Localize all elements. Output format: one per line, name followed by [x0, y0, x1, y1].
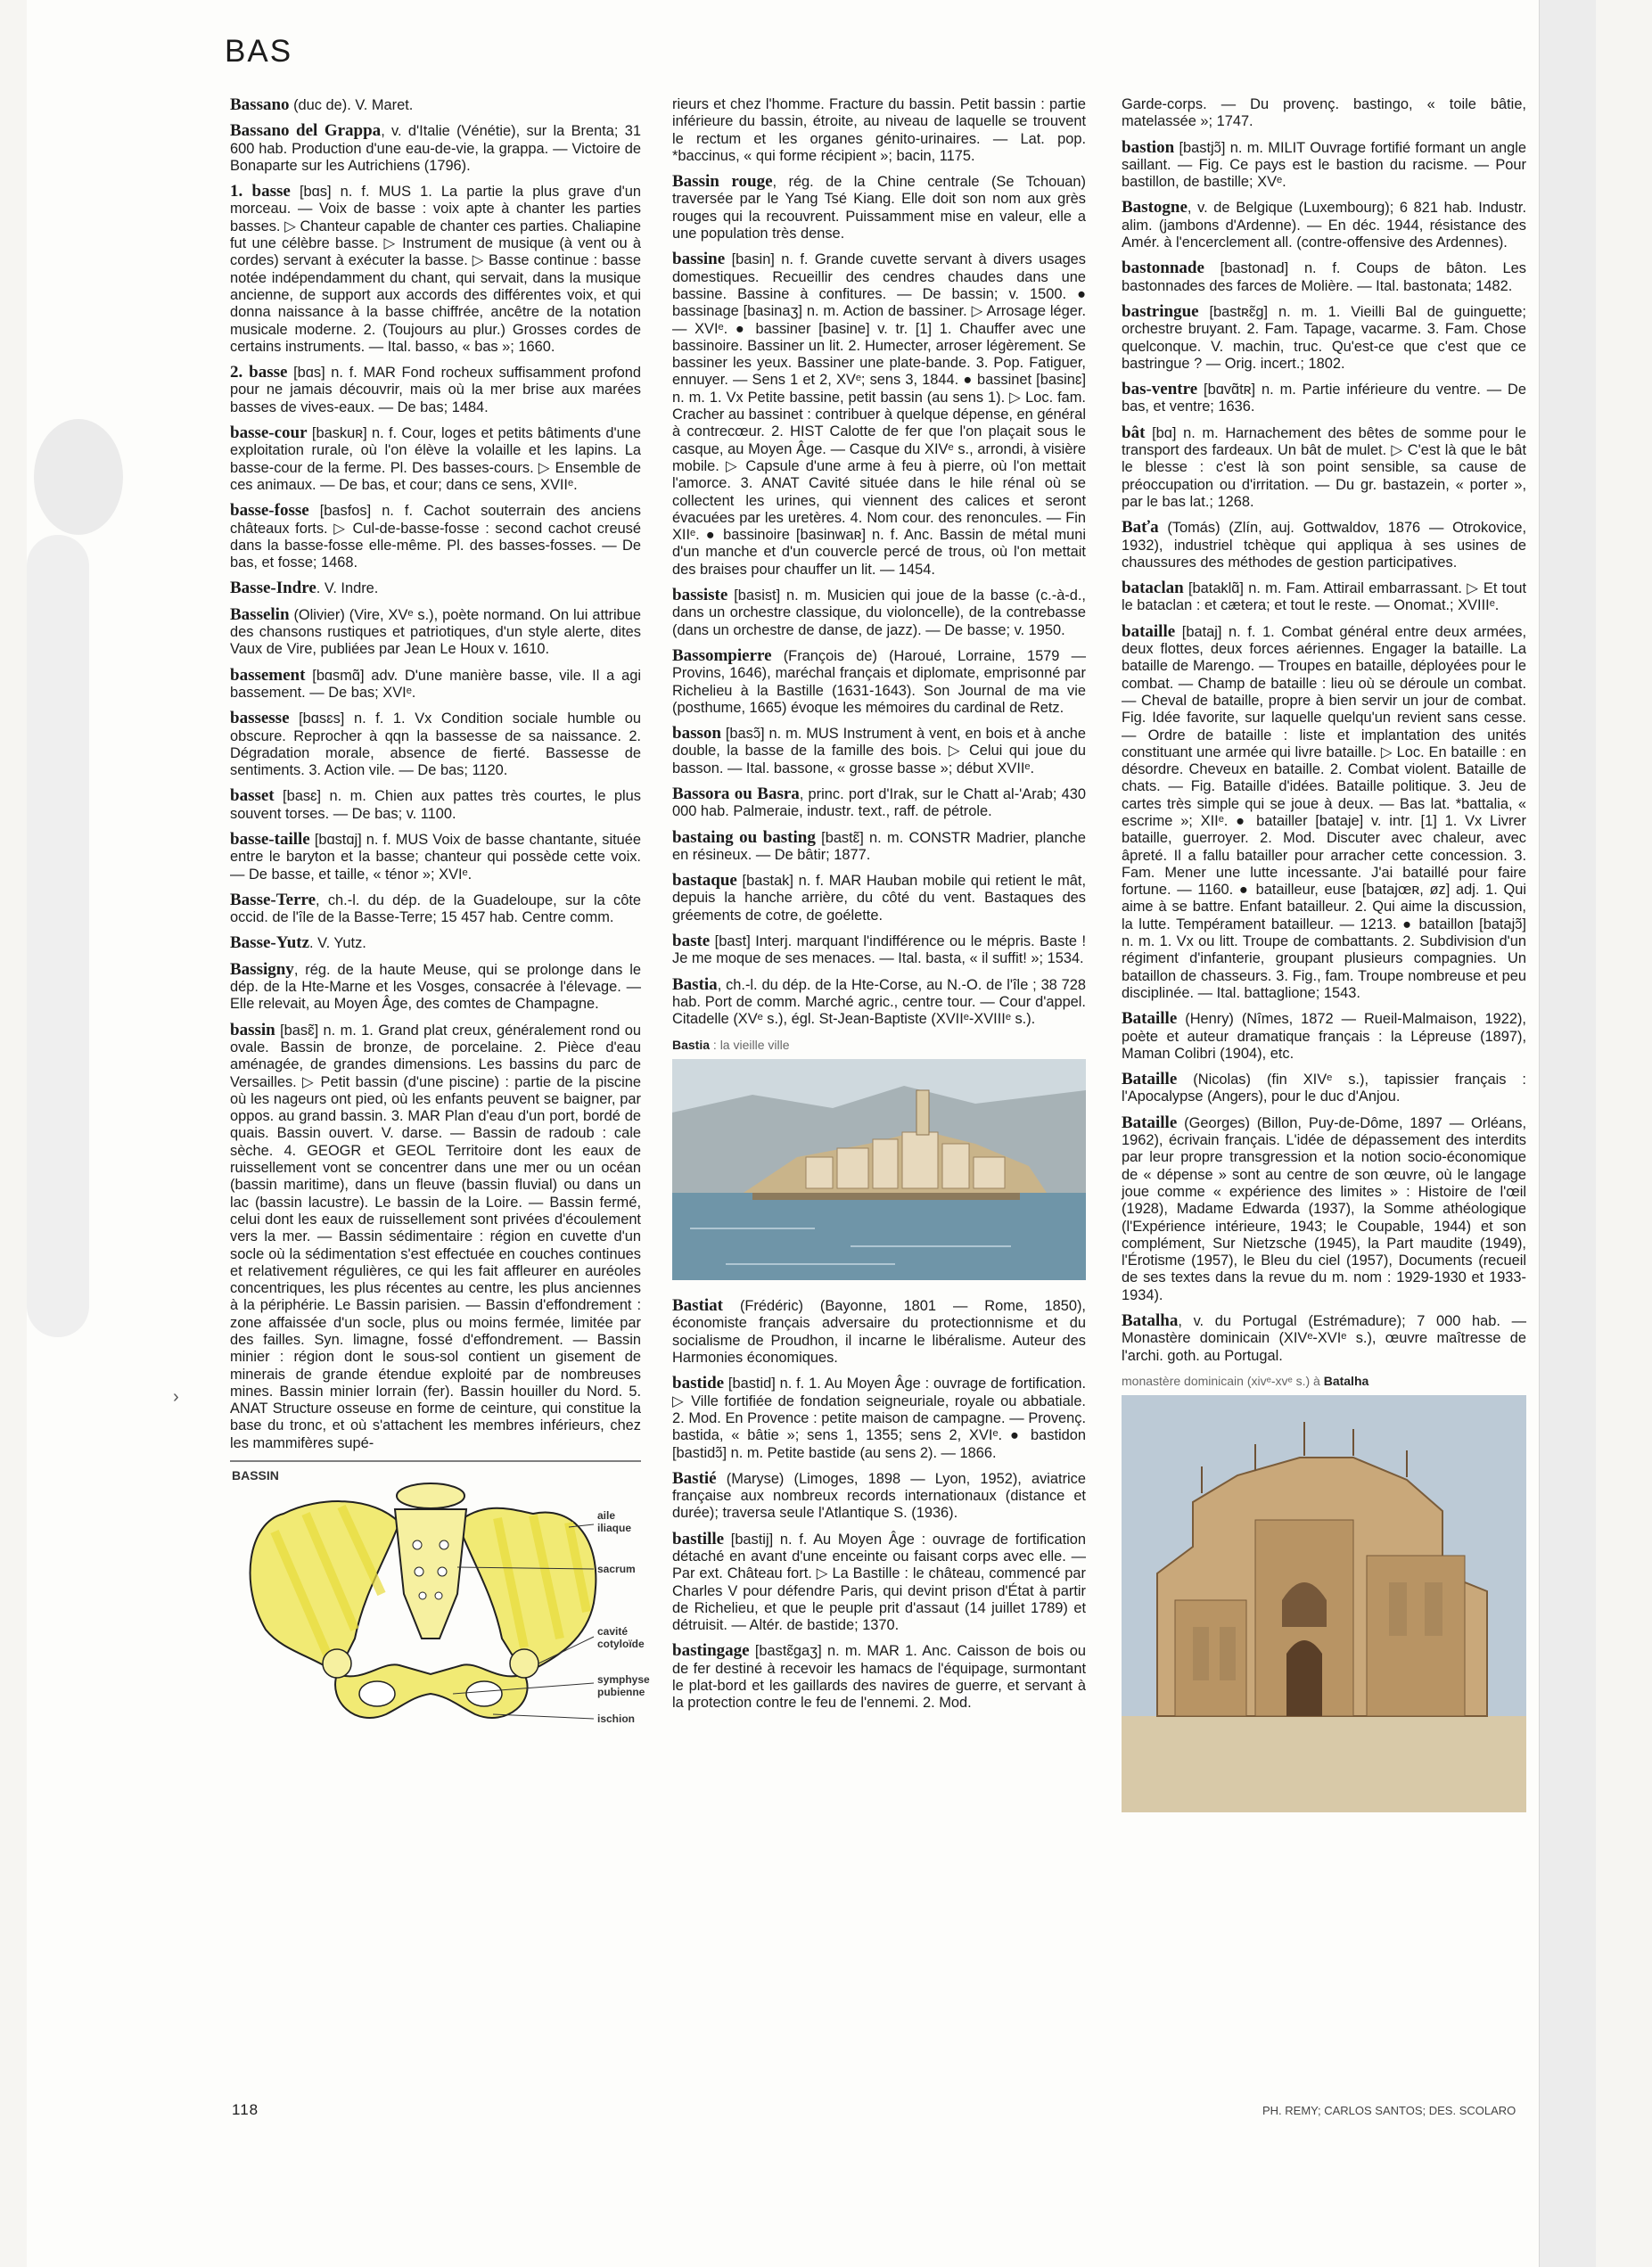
- obturator-right: [466, 1681, 502, 1706]
- dictionary-entry: [1122, 199, 1526, 251]
- entry-definition: . V. Yutz.: [309, 935, 366, 952]
- caption-rest: : la vieille ville: [710, 1037, 790, 1052]
- dictionary-entry: [230, 961, 641, 1014]
- entry-definition: [bastonad] n. f. Coups de bâton. Les bastonnades des farces de Molière. — Ital. bastonata; 1482.: [1122, 260, 1526, 294]
- column-1-entries: [230, 96, 641, 1452]
- entry-headword: bastion: [1122, 137, 1175, 157]
- entry-definition: [basɛ̃] n. m. 1. Grand plat creux, généralement rond ou ovale. Bassin de bronze, de porcelaine. 2. Pièce d'eau aménagée, de grandes dimensions. Les bassins du parc de Versailles. ▷ Petit bassin (d'une piscine) : partie de la piscine où les nageurs ont pied, où les enfants peuvent se baigner, par oppos. au grand bassin. 3. MAR Plan d'eau d'un port, bordé de quais. Bassin ouvert. V. darse. — Bassin de radoub : cale sèche. 4. GEOGR et GEOL Territoire dont les eaux de ruissellement vont se concentrer dans une mer ou un océan (bassin maritime), dans un fleuve (bassin fluvial) ou dans un lac (bassin lacustre). Le bassin de la Loire. — Bassin fermé, celui dont les eaux de ruissellement sont privées d'écoulement vers la mer. — Bassin sédimentaire : région en cuvette d'un socle où la sédimentation s'est effectuée en couches continues et relativement régulières, ce qui les fait affleurer en auréoles concentriques, les plus récentes au centre, les plus anciennes à la périphérie. Le Bassin parisien. — Bassin d'effondrement : zone affaissée d'un socle, plus ou moins fermée, limitée par des failles. Syn. limagne, fossé d'effondrement. — Bassin minier : région dont le sous-sol contient un gisement de minerais de grande étendue exploité par de nombreuses mines. Bassin minier lorrain (fer). Bassin houiller du Nord. 5. ANAT Structure osseuse en forme de ceinture, qui constitue la base du tronc, et où s'attachent les membres inférieurs, chez les mammifères supé-: [230, 1022, 641, 1451]
- entry-headword: bas-ventre: [1122, 380, 1198, 399]
- dictionary-entry: [230, 424, 641, 494]
- entry-definition: , ch.-l. du dép. de la Hte-Corse, au N.-O. de l'île ; 38 728 hab. Port de comm. Marché agric., centre tour. — Cour d'appel. Citadelle (XVᵉ s.), égl. St-Jean-Baptiste (XVIIᵉ-XVIIIᵉ s.).: [672, 976, 1086, 1028]
- entry-headword: Bastié: [672, 1468, 717, 1488]
- vertebra: [397, 1483, 464, 1508]
- entry-headword: Bassigny: [230, 959, 294, 979]
- column-3: [1122, 96, 1526, 1829]
- entry-headword: Baťa: [1122, 518, 1159, 538]
- show-through-shadow: [27, 0, 132, 1426]
- dictionary-entry: [230, 122, 641, 175]
- entry-definition: , v. d'Italie (Vénétie), sur la Brenta; 31 600 hab. Production d'une eau-de-vie, la grappa. — Victoire de Bonaparte sur les Autrichiens (1796).: [230, 123, 642, 174]
- dictionary-entry: [672, 872, 1086, 924]
- dictionary-entry: [230, 891, 641, 927]
- dictionary-entry: [672, 1470, 1086, 1523]
- entry-headword: bassement: [230, 665, 306, 685]
- column-2-entries-bottom: [672, 1297, 1086, 1713]
- entry-headword: Bataille: [1122, 1113, 1178, 1132]
- entry-definition: [basɛ] n. m. Chien aux pattes très courtes, le plus souvent torses. — De bas; v. 1100.: [230, 788, 641, 822]
- entry-definition: [bastɛ̃] n. m. CONSTR Madrier, planche en résineux. — De bâtir; 1877.: [672, 829, 1086, 863]
- entry-definition: [basfos] n. f. Cachot souterrain des anciens châteaux forts. ▷ Cul-de-basse-fosse : second cachot creusé dans la basse-fosse elle-même. Pl. des basses-fosses. — De bas, et fosse; 1468.: [230, 503, 641, 571]
- entry-definition: [bastʀɛ̃g] n. m. 1. Vieilli Bal de guinguette; orchestre bruyant. 2. Fam. Tapage, vacarme. 3. Fam. Chose quelconque. V. machin, truc. Qu'est-ce que c'est que ce bastringue ? — Orig. incert.; 1802.: [1122, 303, 1526, 372]
- entry-definition: [basin] n. f. Grande cuvette servant à divers usages domestiques. Recueillir des cendres chaudes dans une bassine. Bassine à confitures. — De bassin; v. 1500. ● bassinage [basinaʒ] n. m. Action de bassiner. ▷ Arrosage léger. — XVIᵉ. ● bassiner [basine] v. tr. [1] 1. Chauffer avec une bassinoire. Bassiner un lit. 2. Humecter, arroser légèrement. Se bassiner les yeux. Bassiner une plate-bande. 3. Pop. Fatiguer, ennuyer. — Sens 1 et 2, XVᵉ; sens 3, 1844. ● bassinet [basinɛ] n. m. 1. Vx Petite bassine, petit bassin (au sens 1). ▷ Loc. fam. Cracher au bassinet : contribuer à quelque dépense, en général à contrecœur. 2. HIST Calotte de fer que l'on plaçait sous le casque, au Moyen Âge. — Casque du XIVᵉ s., arrondi, à visière mobile. ▷ Capsule d'une arme à feu à pierre, où l'on mettait l'amorce. 3. ANAT Cavité située dans le hile rénal où se collectent les urines, qui viennent des calices et seront évacuées par les uretères. 4. Nom cour. des renoncules. — Fin XIIᵉ. ● bassinoire [basinwaʀ] n. f. Anc. Bassin de métal muni d'un manche et d'un couvercle percé de trous, où l'on mettait des braises pour chauffer un lit. — 1454.: [672, 251, 1086, 578]
- dictionary-entry: [230, 364, 641, 416]
- entry-headword: Bassompierre: [672, 645, 772, 665]
- dictionary-entry: [1122, 1010, 1526, 1063]
- entry-definition: [bataklɑ̃] n. m. Fam. Attirail embarrassant. ▷ Et tout le bataclan : et cætera; et tout le reste. — Onomat.; XVIIIᵉ.: [1122, 580, 1526, 614]
- entry-definition: [bastjɔ̃] n. m. MILIT Ouvrage fortifié formant un angle saillant. — Fig. Ce pays est le bastion du racisme. — Pour bastillon, de bastille; XVᵉ.: [1122, 139, 1526, 191]
- dictionary-entry: [1122, 139, 1526, 192]
- page-edge: [1539, 0, 1596, 2267]
- entry-definition: , rég. de la haute Meuse, qui se prolonge dans le dép. de la Hte-Marne et les Vosges, consacrée à l'élevage. — Elle relevait, au Moyen Âge, des comtes de Champagne.: [230, 961, 641, 1013]
- dictionary-entry: [230, 831, 641, 883]
- dictionary-entry: [230, 787, 641, 823]
- column-2: [672, 96, 1086, 1721]
- bastia-caption: [672, 1037, 1086, 1054]
- entry-headword: basson: [672, 724, 721, 743]
- entry-definition: [basist] n. m. Musicien qui joue de la basse (c.-à-d., dans un orchestre classique, du violoncelle), de la contrebasse (dans un orchestre de danse, de jazz). — De basse; v. 1950.: [672, 587, 1086, 638]
- entry-headword: Bataille: [1122, 1070, 1178, 1089]
- entry-definition: [bɑvɑ̃tʀ] n. m. Partie inférieure du ventre. — De bas, et ventre; 1636.: [1122, 382, 1526, 415]
- dictionary-entry: [672, 647, 1086, 717]
- dictionary-entry: [230, 579, 641, 597]
- dictionary-entry: [230, 667, 641, 702]
- entry-definition: [bɑ] n. m. Harnachement des bêtes de somme pour le transport des fardeaux. Un bât de mulet. ▷ C'est là que le bât le blesse : c'est là son point sensible, sa cause de préoccupation ou d'irritation. — Du gr. bastazein, « porter », par le bas lat.; 1268.: [1122, 424, 1526, 510]
- left-acetabulum: [323, 1649, 351, 1678]
- entry-definition: (François de) (Haroué, Lorraine, 1579 — Provins, 1646), maréchal français et diplomate, emprisonné par Richelieu à la Bastille (1631-1643). Son Journal de ma vie (posthume, 1665) évoque les mémoires du cardinal de Retz.: [672, 647, 1086, 716]
- dictionary-entry: [672, 587, 1086, 639]
- dictionary-entry: [672, 976, 1086, 1029]
- entry-headword: bastringue: [1122, 301, 1199, 321]
- entry-definition: (Tomás) (Zlín, auj. Gottwaldov, 1876 — Otrokovice, 1932), industriel tchèque qui appliqua à ses usines de chaussures des méthodes de gestion participatives.: [1122, 520, 1526, 571]
- entry-headword: bassin: [230, 1020, 275, 1039]
- entry-definition: , princ. port d'Irak, sur le Chatt al-'Arab; 430 000 hab. Palmeraie, industr. text., raff. de pétrole.: [672, 785, 1087, 820]
- dictionary-entry: [1122, 1312, 1526, 1365]
- entry-headword: Bataille: [1122, 1009, 1178, 1029]
- entry-definition: [bastak] n. f. MAR Hauban mobile qui retient le mât, depuis la hanche arrière, du côté du vent. Bastaques des gréements de cotre, de goélette.: [672, 873, 1086, 924]
- dictionary-entry: [1122, 424, 1526, 511]
- batalha-caption: [1122, 1373, 1526, 1390]
- entry-definition: [bataj] n. f. 1. Combat général entre deux armées, deux flottes, deux forces aériennes. Engager la bataille. La bataille de Marengo. — Troupes en bataille, déployées pour le combat. — Champ de bataille : lieu où se déroule un combat. — Cheval de bataille, propre à bien servir un jour de combat. Fig. Idée favorite, sur laquelle quelqu'un revient sans cesse. — Ordre de bataille : liste et implantation des unités constituant une armée qui livre bataille. ▷ Loc. En bataille : en désordre. Cheveux en bataille. 2. Combat violent. Bataille de chats. — Fig. Bataille d'idées. Bataille politique. 3. Jeu de cartes très simple qui se joue à deux. — Bas lat. *battalia, « escrime »; XIIᵉ. ● batailler [bataje] v. intr. [1] 1. Vx Livrer bataille, guerroyer. 2. Mod. Discuter avec chaleur, avec âpreté. Il a fallu batailler pour arracher cette concession. 3. Fam. Mener une lutte incessante. J'ai bataillé pour faire fortune. — 1160. ● batailleur, euse [batajœʀ, øz] adj. 1. Qui aime à se battre. Enfant batailleur. 2. Qui aime la discussion, la lutte. Tempérament batailleur. — 1213. ● bataillon [batajɔ̃] n. m. 1. Vx ou litt. Troupe de combattants. 2. Subdivision d'un régiment d'infanterie, groupant plusieurs compagnies. Un bataillon de chasseurs. 3. Fig., fam. Troupe nombreuse et peu disciplinée. — Ital. battaglione; 1543.: [1122, 623, 1526, 1001]
- entry-headword: bastille: [672, 1529, 725, 1548]
- dictionary-entry: [1122, 381, 1526, 416]
- entry-headword: basse-cour: [230, 423, 308, 443]
- dictionary-entry: [672, 1642, 1086, 1712]
- dictionary-entry: [672, 785, 1086, 821]
- photo-credit: PH. REMY; CARLOS SANTOS; DES. SCOLARO: [1262, 2104, 1516, 2117]
- margin-mark: ›: [173, 1387, 179, 1407]
- entry-headword: Bastiat: [672, 1296, 723, 1316]
- dictionary-entry: [230, 606, 641, 659]
- dictionary-entry: [1122, 579, 1526, 615]
- dictionary-entry: [1122, 259, 1526, 295]
- entry-headword: bassesse: [230, 709, 290, 728]
- pelvis-figure: [230, 1460, 650, 1759]
- entry-headword: bastide: [672, 1374, 725, 1393]
- dictionary-entry: [672, 932, 1086, 968]
- entry-headword: basse-fosse: [230, 501, 309, 521]
- dictionary-entry: [230, 1022, 641, 1452]
- entry-definition: (Maryse) (Limoges, 1898 — Lyon, 1952), aviatrice française aux nombreux records internationaux (distance et durée); traversa seule l'Atlantique S. (1936).: [672, 1470, 1086, 1522]
- entry-headword: baste: [672, 932, 711, 951]
- dictionary-entry: [672, 725, 1086, 777]
- entry-headword: Basse-Indre: [230, 579, 316, 598]
- column-1: [230, 95, 650, 1768]
- entry-headword: bastaing ou basting: [672, 827, 816, 847]
- caption-bold: Bastia: [672, 1037, 711, 1052]
- label-sacrum: sacrum: [597, 1563, 636, 1576]
- page-number: 118: [232, 2101, 259, 2118]
- entry-definition: (Frédéric) (Bayonne, 1801 — Rome, 1850), économiste français adversaire du protectionnisme et du socialisme de Proudhon, il incarne le libéralisme. Auteur des Harmonies économiques.: [672, 1298, 1086, 1367]
- entry-definition: [bast] Interj. marquant l'indifférence ou le mépris. Baste ! Je me moque de ses menaces. — Ital. basta, « il suffit! »; 1534.: [672, 933, 1086, 967]
- caption-prefix: monastère dominicain (xivᵉ-xvᵉ s.) à: [1122, 1373, 1324, 1388]
- dictionary-entry: [230, 183, 641, 356]
- dictionary-entry: [672, 251, 1086, 579]
- entry-definition: , v. de Belgique (Luxembourg); 6 821 hab. Industr. alim. (jambons d'Ardenne). — En déc. 1944, résistance des Amér. à l'encerclement all. (contre-offensive des Ardennes).: [1122, 200, 1526, 251]
- entry-definition: [basɔ̃] n. m. MUS Instrument à vent, en bois et à anche double, la basse de la famille des bois. ▷ Celui qui joue du basson. — Ital. bassone, « grosse basse »; début XVIIᵉ.: [672, 726, 1086, 776]
- figure-title: BASSIN: [232, 1468, 279, 1483]
- dictionary-entry: [230, 710, 641, 779]
- entry-definition: [bɑstɑj] n. f. MUS Voix de basse chantante, située entre le baryton et la basse; chanteur qui possède cette voix. — De basse, et taille, « ténor »; XVIᵉ.: [230, 831, 641, 883]
- entry-headword: bastingage: [672, 1641, 750, 1661]
- entry-definition: [bɑsɛs] n. f. 1. Vx Condition sociale humble ou obscure. Reprocher à qqn la bassesse de sa naissance. 2. Dégradation morale, absence de fierté. Bassesse de sentiments. 3. Action vile. — De bas; 1120.: [230, 710, 641, 779]
- entry-headword: bastaque: [672, 871, 737, 891]
- column-2-entries-top: [672, 96, 1086, 1029]
- dictionary-entry: [230, 96, 641, 114]
- batalha-photo: [1122, 1395, 1526, 1812]
- dictionary-entry: [672, 1375, 1086, 1461]
- entry-headword: basset: [230, 786, 275, 806]
- entry-headword: Basselin: [230, 604, 290, 624]
- entry-headword: bassine: [672, 250, 726, 269]
- entry-definition: Garde-corps. — Du provenç. bastingo, « toile bâtie, matelassée »; 1747.: [1122, 96, 1526, 130]
- entry-definition: (Henry) (Nîmes, 1872 — Rueil-Malmaison, 1922), poète et auteur dramatique français : la Lépreuse (1897), Maman Colibri (1904), etc.: [1122, 1011, 1526, 1062]
- label-ischion: ischion: [597, 1713, 636, 1726]
- page-header: BAS: [225, 34, 293, 69]
- label-symphyse-pubienne: symphyse pubienne: [597, 1673, 650, 1699]
- entry-headword: Bassano: [230, 95, 290, 114]
- label-aile-iliaque: aile iliaque: [597, 1509, 632, 1535]
- dictionary-entry: [672, 173, 1086, 242]
- dictionary-entry: [230, 934, 641, 952]
- entry-definition: rieurs et chez l'homme. Fracture du bassin. Petit bassin : partie inférieure du bassin, étroite, au niveau de laquelle se trouvent le rectum et les organes génito-urinaires. — Lat. pop. *baccinus, « qui forme récipient »; bacin, 1175.: [672, 96, 1086, 164]
- entry-definition: , ch.-l. du dép. de la Guadeloupe, sur la côte occid. de l'île de la Basse-Terre; 15 457 hab. Centre comm.: [230, 891, 641, 926]
- dictionary-entry: [230, 502, 641, 571]
- entry-definition: [bɑs] n. f. MAR Fond rocheux suffisamment profond pour ne jamais découvrir, mais où la mer brise aux marées basses de vives-eaux. — De bas; 1484.: [230, 365, 642, 415]
- right-acetabulum: [510, 1649, 538, 1678]
- label-cavite-cotyloide: cavité cotyloïde: [597, 1625, 645, 1651]
- entry-definition: (duc de). V. Maret.: [289, 97, 414, 113]
- entry-definition: , v. du Portugal (Estrémadure); 7 000 hab. — Monastère dominicain (XIVᵉ-XVIᵉ s.), œuvre maîtresse de l'archi. goth. au Portugal.: [1122, 1313, 1526, 1364]
- entry-headword: basse-taille: [230, 829, 310, 849]
- dictionary-entry: [1122, 519, 1526, 571]
- pelvis-illustration: [230, 1460, 650, 1754]
- entry-definition: (Olivier) (Vire, XVᵉ s.), poète normand. On lui attribue des chansons rustiques et patriotiques, d'un style alerte, dites Vaux de Vire, publiées par Jean Le Houx v. 1610.: [230, 606, 641, 658]
- bastia-photo: [672, 1059, 1086, 1280]
- entry-headword: Batalha: [1122, 1311, 1179, 1330]
- dictionary-entry: [672, 96, 1086, 165]
- dictionary-entry: [1122, 1114, 1526, 1304]
- entry-headword: Basse-Yutz: [230, 933, 310, 953]
- entry-definition: (Georges) (Billon, Puy-de-Dôme, 1897 — Orléans, 1962), écrivain français. L'idée de dépassement des interdits par leur propre transgression et la notion socio-économique de « dépense » sont au centre de son œuvre, où le langage joue comme « expérience des limites » : Histoire de l'œil (1928), Madame Edwarda (1937), la Somme athéologique (l'Expérience intérieure, 1943; le Coupable, 1944) et son complément, Sur Nietzsche (1945), la Part maudite (1949), l'Érotisme (1957), le Bleu du ciel (1957), Documents (recueil de ses textes dans la revue du m. nom : 1929-1930 et 1933-1934).: [1122, 1114, 1526, 1303]
- entry-definition: [bastij] n. f. Au Moyen Âge : ouvrage de fortification détaché en avant d'une enceinte ou faisant corps avec elle. — Par ext. Château fort. ▷ La Bastille : le château, commencé par Charles V pour défendre Paris, qui devint prison d'État à partir de Richelieu, et que le peuple prit d'assaut (14 juillet 1789) et détruisit. — Altér. de bastide; 1370.: [672, 1531, 1086, 1634]
- entry-definition: [bɑs] n. f. MUS 1. La partie la plus grave d'un morceau. — Voix de basse : voix apte à chanter les parties basses. ▷ Chanteur capable de chanter ces parties. Chaliapine fut une célèbre basse. ▷ Instrument de musique (à vent ou à cordes) servant à exécuter la basse. ▷ Basse continue : basse notée indépendamment du chant, qui servait, dans la musique ancienne, de support aux accords des différentes voix, et qui donna naissance à la basse chiffrée, ancêtre de la notation musicale moderne. 2. (Toujours au plur.) Grosses cordes de certains instruments. — Ital. basso, « bas »; 1660.: [230, 184, 642, 355]
- dictionary-entry: [672, 1531, 1086, 1635]
- column-3-entries: [1122, 96, 1526, 1365]
- entry-headword: bataclan: [1122, 579, 1184, 598]
- dictionary-page: [27, 0, 1596, 2267]
- entry-headword: 2. basse: [230, 363, 288, 382]
- entry-headword: Bastia: [672, 974, 718, 994]
- entry-definition: . V. Indre.: [316, 580, 379, 597]
- obturator-left: [359, 1681, 395, 1706]
- entry-definition: [baskuʀ] n. f. Cour, loges et petits bâtiments d'une exploitation rurale, où l'on élève la volaille et les lapins. La basse-cour de la ferme. Pl. Des basses-cours. ▷ Ensemble de ces animaux. — De bas, et cour; dans ce sens, XVIIᵉ.: [230, 425, 641, 493]
- entry-headword: Bassano del Grappa: [230, 121, 382, 141]
- entry-headword: 1. basse: [230, 182, 291, 201]
- dictionary-entry: [1122, 96, 1526, 131]
- entry-definition: [bɑsmɑ̃] adv. D'une manière basse, vile. Il a agi bassement. — De bas; XVIᵉ.: [230, 667, 641, 701]
- entry-headword: bassiste: [672, 586, 728, 605]
- caption-bold: Batalha: [1323, 1373, 1369, 1388]
- dictionary-entry: [1122, 303, 1526, 373]
- entry-headword: Bassora ou Basra: [672, 784, 800, 803]
- dictionary-entry: [1122, 623, 1526, 1003]
- entry-headword: Bastogne: [1122, 198, 1188, 218]
- entry-headword: Bassin rouge: [672, 172, 773, 192]
- dictionary-entry: [1122, 1071, 1526, 1106]
- entry-headword: bastonnade: [1122, 259, 1204, 278]
- entry-headword: Basse-Terre: [230, 890, 316, 909]
- dictionary-entry: [672, 1297, 1086, 1367]
- sacrum-bone: [395, 1509, 466, 1639]
- entry-definition: (Nicolas) (fin XIVᵉ s.), tapissier français : l'Apocalypse (Angers), pour le duc d'Anjou.: [1122, 1072, 1526, 1105]
- entry-definition: [bastid] n. f. 1. Au Moyen Âge : ouvrage de fortification. ▷ Ville fortifiée de fondation seigneuriale, royale ou abbatiale. 2. Mod. En Provence : petite maison de campagne. — Provenç. bastida, « bâtie »; sens 1, 1355; sens 2, XVIᵉ. ● bastidon [bastidɔ̃] n. m. Petite bastide (au sens 2). — 1866.: [672, 1376, 1086, 1461]
- entry-headword: bât: [1122, 423, 1146, 442]
- entry-definition: [bastɛ̃gaʒ] n. m. MAR 1. Anc. Caisson de bois ou de fer destiné à recevoir les hamacs de l'équipage, surmontant le plat-bord et les gaillards des navires de guerre, et servant à la protection contre le feu de l'ennemi. 2. Mod.: [672, 1643, 1086, 1712]
- entry-definition: , rég. de la Chine centrale (Se Tchouan) traversée par le Yang Tsé Kiang. Elle doit son nom aux grès rouges qui la recouvrent. Puissamment mise en valeur, elle a une population très dense.: [672, 174, 1086, 242]
- entry-headword: bataille: [1122, 621, 1176, 641]
- dictionary-entry: [672, 829, 1086, 865]
